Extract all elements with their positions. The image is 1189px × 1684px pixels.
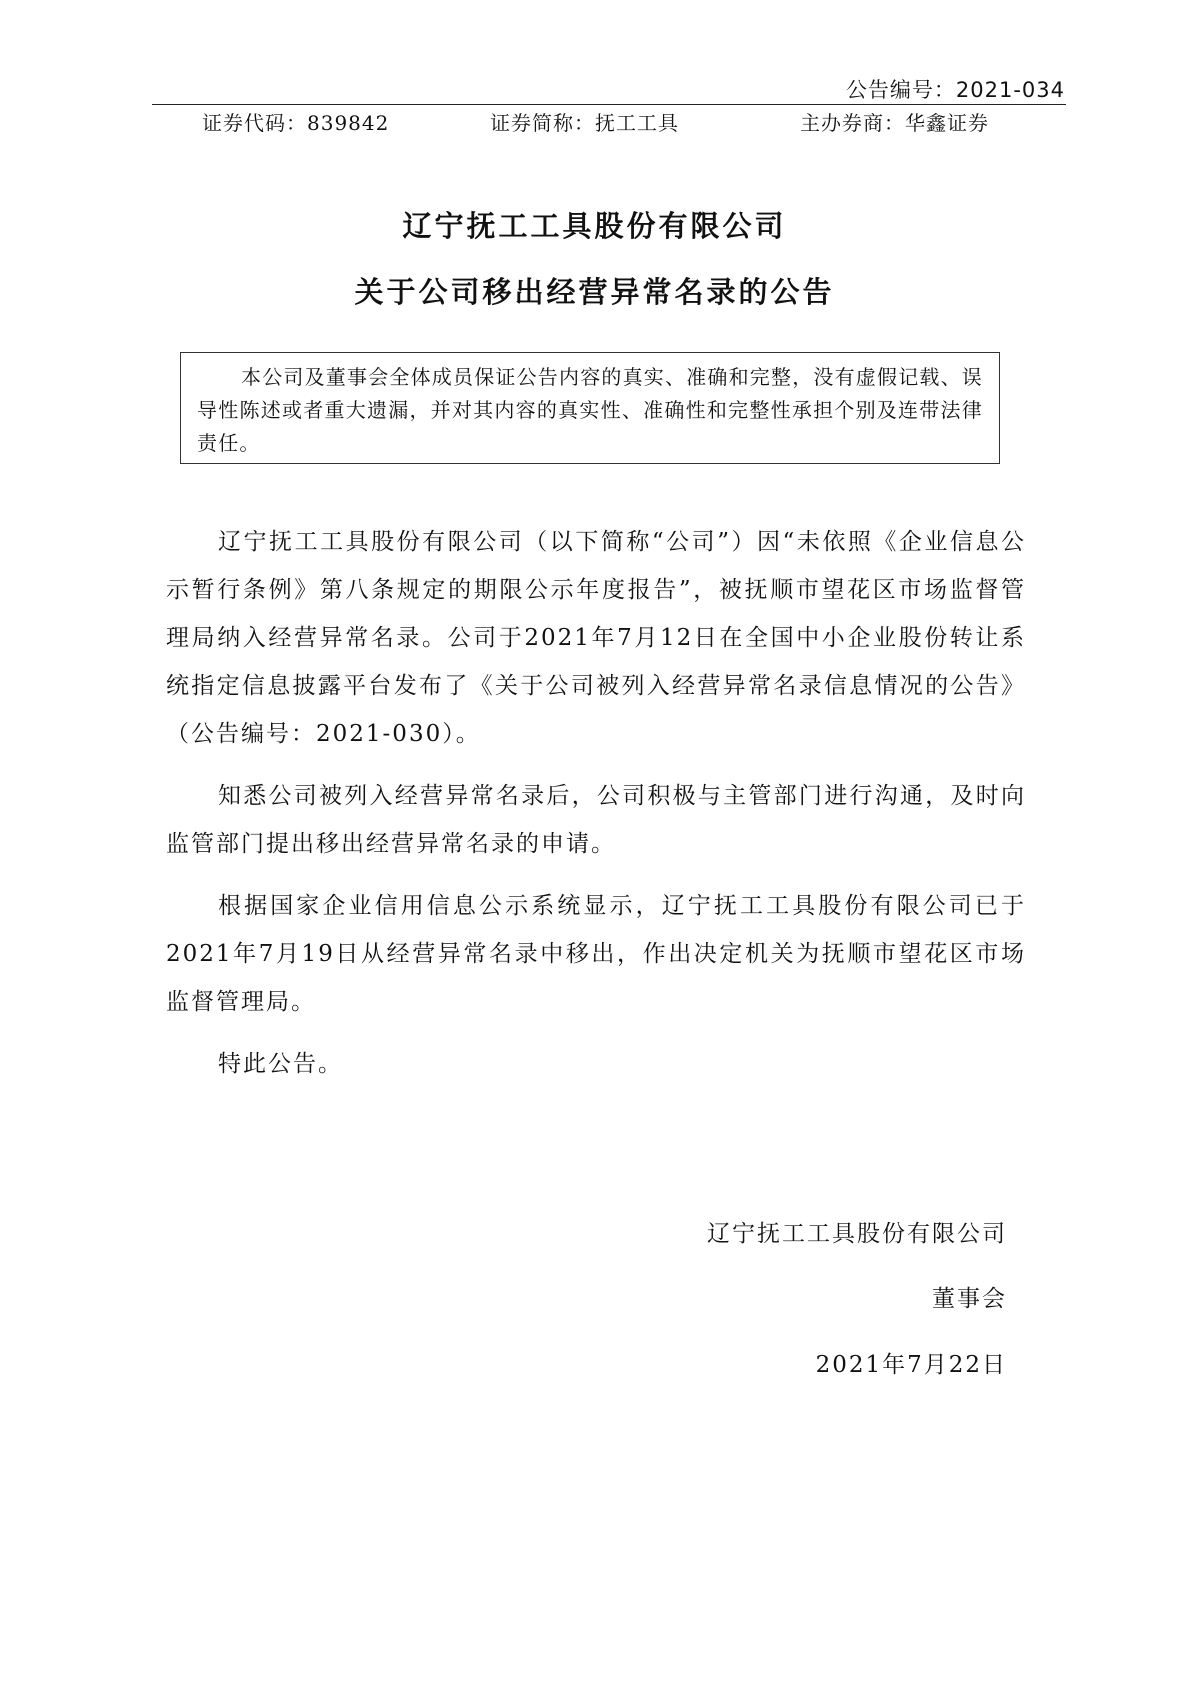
signature-date: 2021年7月22日 xyxy=(815,1352,1007,1378)
security-code: 证券代码：839842 xyxy=(202,111,390,135)
body-paragraph-4: 特此公告。 xyxy=(218,1051,343,1077)
body-paragraph-3: 根据国家企业信用信息公示系统显示，辽宁抚工工具股份有限公司已于2021年7月19日从经营异常名录中移出，作出决定机关为抚顺市望花区市场监督管理局。 xyxy=(166,893,1026,1015)
security-abbreviation: 证券简称：抚工工具 xyxy=(490,111,679,135)
header-divider xyxy=(152,104,1066,105)
company-title: 辽宁抚工工具股份有限公司 xyxy=(402,209,787,243)
announcement-title: 关于公司移出经营异常名录的公告 xyxy=(354,275,835,309)
body-paragraph-2: 知悉公司被列入经营异常名录后，公司积极与主管部门进行沟通，及时向监管部门提出移出经营异常名录的申请。 xyxy=(166,783,1026,857)
announcement-body xyxy=(166,518,1026,1102)
signature-board: 董事会 xyxy=(932,1286,1007,1312)
body-paragraph-1: 辽宁抚工工具股份有限公司（以下简称“公司”）因“未依照《企业信息公示暂行条例》第八条规定的期限公示年度报告”，被抚顺市望花区市场监督管理局纳入经营异常名录。公司于2021年7月12日在全国中小企业股份转让系统指定信息披露平台发布了《关于公司被列入经营异常名录信息情况的公告》（公告编号：2021-030）。 xyxy=(166,529,1026,747)
sponsor-broker: 主办券商：华鑫证券 xyxy=(800,111,989,135)
notice-number: 公告编号：2021-034 xyxy=(845,78,1065,102)
signature-company: 辽宁抚工工具股份有限公司 xyxy=(707,1221,1007,1247)
board-statement-box: 本公司及董事会全体成员保证公告内容的真实、准确和完整，没有虚假记载、误导性陈述或者重大遗漏，并对其内容的真实性、准确性和完整性承担个别及连带法律责任。 xyxy=(180,352,1000,464)
